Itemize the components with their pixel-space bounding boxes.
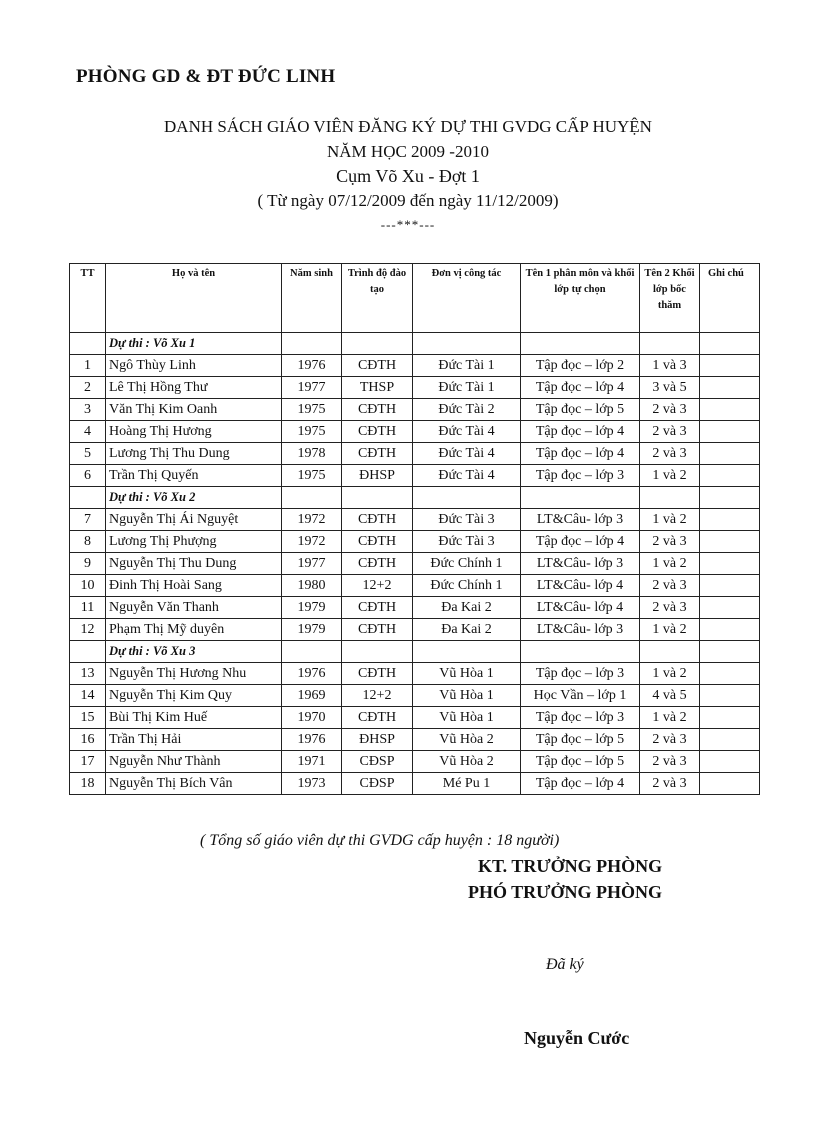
cell-subject: Tập đọc – lớp 2 [521,355,640,377]
cell-empty [700,641,760,663]
cell-unit: Đức Chính 1 [413,553,521,575]
cell-name: Nguyễn Thị Hương Nhu [106,663,282,685]
cell-year: 1975 [282,399,342,421]
cell-subject: LT&Câu- lớp 3 [521,619,640,641]
cell-unit: Đức Chính 1 [413,575,521,597]
cell-subject: LT&Câu- lớp 4 [521,597,640,619]
cell-year: 1973 [282,773,342,795]
cell-empty [282,333,342,355]
cell-name: Lương Thị Phượng [106,531,282,553]
table-row [70,707,760,729]
table-row [70,619,760,641]
table-row [70,443,760,465]
group-row [70,333,760,355]
cell-draw: 2 và 3 [640,421,700,443]
cell-level: THSP [342,377,413,399]
cell-subject: LT&Câu- lớp 3 [521,553,640,575]
cell-note [700,663,760,685]
cell-unit: Đức Tài 4 [413,443,521,465]
cell-empty [640,487,700,509]
cell-unit: Đa Kai 2 [413,619,521,641]
cell-empty [282,641,342,663]
table-row [70,377,760,399]
cell-note [700,553,760,575]
cell-tt: 11 [70,597,106,619]
cell-note [700,531,760,553]
cell-year: 1979 [282,597,342,619]
cell-level: CĐTH [342,509,413,531]
col-header-level: Trình độ đào tạo [342,264,413,333]
cell-empty [700,487,760,509]
cell-subject: Tập đọc – lớp 3 [521,663,640,685]
cell-level: 12+2 [342,685,413,707]
cell-year: 1971 [282,751,342,773]
cell-draw: 1 và 2 [640,509,700,531]
cell-draw: 2 và 3 [640,443,700,465]
cell-tt: 3 [70,399,106,421]
table-row [70,465,760,487]
cell-empty [342,487,413,509]
cell-draw: 1 và 2 [640,707,700,729]
cell-level: CĐTH [342,597,413,619]
cell-draw: 1 và 2 [640,663,700,685]
table-row [70,751,760,773]
group-label: Dự thi : Võ Xu 3 [106,641,282,663]
school-year: NĂM HỌC 2009 -2010 [327,142,489,161]
cell-subject: Tập đọc – lớp 5 [521,729,640,751]
cell-unit: Vũ Hòa 1 [413,685,521,707]
cell-level: CĐSP [342,751,413,773]
cell-draw: 1 và 2 [640,619,700,641]
table-row [70,421,760,443]
cell-empty [413,333,521,355]
signature-subtitle: PHÓ TRƯỞNG PHÒNG [468,882,663,902]
cell-name: Nguyễn Thị Thu Dung [106,553,282,575]
cell-unit: Đức Tài 3 [413,531,521,553]
cell-level: CĐTH [342,399,413,421]
cell-tt: 9 [70,553,106,575]
table-row [70,663,760,685]
cell-year: 1972 [282,509,342,531]
cell-year: 1975 [282,465,342,487]
cell-draw: 1 và 2 [640,553,700,575]
cell-note [700,707,760,729]
cell-name: Hoàng Thị Hương [106,421,282,443]
cell-subject: Tập đọc – lớp 4 [521,773,640,795]
cell-note [700,443,760,465]
cell-tt: 4 [70,421,106,443]
col-header-draw: Tên 2 Khối lớp bốc thăm [640,264,700,333]
cell-subject: LT&Câu- lớp 4 [521,575,640,597]
cell-empty [640,333,700,355]
cell-name: Nguyễn Như Thành [106,751,282,773]
cell-note [700,509,760,531]
cell-empty [282,487,342,509]
cell-name: Đinh Thị Hoài Sang [106,575,282,597]
signed-note: Đã ký [546,956,584,973]
cell-level: ĐHSP [342,729,413,751]
cell-level: CĐTH [342,663,413,685]
cell-empty [342,333,413,355]
cell-year: 1976 [282,355,342,377]
cell-level: CĐTH [342,443,413,465]
cell-unit: Đức Tài 1 [413,355,521,377]
cell-year: 1976 [282,729,342,751]
cell-unit: Vũ Hòa 1 [413,707,521,729]
cell-year: 1977 [282,553,342,575]
cell-level: CĐTH [342,553,413,575]
cell-name: Ngô Thùy Linh [106,355,282,377]
cell-note [700,421,760,443]
cell-note [700,619,760,641]
cell-tt: 7 [70,509,106,531]
cell-note [700,355,760,377]
cell-year: 1979 [282,619,342,641]
signer-name: Nguyễn Cước [524,1028,630,1048]
cell-name: Phạm Thị Mỹ duyên [106,619,282,641]
cell-subject: Tập đọc – lớp 5 [521,751,640,773]
cell-empty [70,487,106,509]
cell-note [700,465,760,487]
cell-year: 1972 [282,531,342,553]
cell-tt: 8 [70,531,106,553]
cell-draw: 1 và 2 [640,465,700,487]
cell-level: CĐTH [342,619,413,641]
table-row [70,685,760,707]
cell-empty [700,333,760,355]
cell-name: Trần Thị Hải [106,729,282,751]
group-row [70,487,760,509]
col-header-year: Năm sinh [282,264,342,333]
cell-year: 1980 [282,575,342,597]
cell-name: Bùi Thị Kim Huế [106,707,282,729]
teacher-table [69,263,760,795]
cell-subject: Tập đọc – lớp 4 [521,443,640,465]
cell-empty [640,641,700,663]
separator: ---***--- [380,217,436,232]
cell-unit: Đa Kai 2 [413,597,521,619]
cell-level: CĐSP [342,773,413,795]
cell-note [700,751,760,773]
table-row [70,729,760,751]
cell-draw: 3 và 5 [640,377,700,399]
cell-tt: 1 [70,355,106,377]
cell-subject: Tập đọc – lớp 5 [521,399,640,421]
table-row [70,531,760,553]
cell-draw: 2 và 3 [640,729,700,751]
cell-year: 1977 [282,377,342,399]
group-row [70,641,760,663]
cell-note [700,377,760,399]
cell-level: 12+2 [342,575,413,597]
cell-level: ĐHSP [342,465,413,487]
cell-year: 1970 [282,707,342,729]
table-header-row [70,264,760,333]
cell-unit: Vũ Hòa 2 [413,729,521,751]
group-label: Dự thi : Võ Xu 2 [106,487,282,509]
cell-name: Lương Thị Thu Dung [106,443,282,465]
cell-subject: Tập đọc – lớp 4 [521,421,640,443]
cell-tt: 15 [70,707,106,729]
col-header-unit: Đơn vị công tác [413,264,521,333]
cell-name: Nguyễn Văn Thanh [106,597,282,619]
cell-empty [70,333,106,355]
cell-note [700,685,760,707]
cell-note [700,575,760,597]
cell-tt: 6 [70,465,106,487]
cell-name: Trần Thị Quyến [106,465,282,487]
cell-unit: Đức Tài 1 [413,377,521,399]
col-header-tt: TT [70,264,106,333]
cell-year: 1976 [282,663,342,685]
cell-subject: Tập đọc – lớp 4 [521,531,640,553]
cell-year: 1975 [282,421,342,443]
cell-year: 1969 [282,685,342,707]
table-row [70,553,760,575]
cell-empty [521,487,640,509]
cell-note [700,773,760,795]
cell-empty [521,333,640,355]
cell-subject: Tập đọc – lớp 3 [521,465,640,487]
cluster-round: Cụm Võ Xu - Đợt 1 [336,166,480,186]
cell-note [700,729,760,751]
cell-empty [70,641,106,663]
document-title: DANH SÁCH GIÁO VIÊN ĐĂNG KÝ DỰ THI GVDG CẤP HUYỆN [164,117,652,136]
cell-tt: 5 [70,443,106,465]
cell-level: CĐTH [342,355,413,377]
cell-empty [413,487,521,509]
cell-tt: 2 [70,377,106,399]
cell-name: Nguyễn Thị Bích Vân [106,773,282,795]
cell-unit: Đức Tài 4 [413,465,521,487]
cell-name: Nguyễn Thị Kim Quy [106,685,282,707]
cell-unit: Mé Pu 1 [413,773,521,795]
cell-level: CĐTH [342,707,413,729]
total-note: ( Tổng số giáo viên dự thi GVDG cấp huyện : 18 người) [200,832,560,849]
cell-draw: 1 và 3 [640,355,700,377]
col-header-subject: Tên 1 phân môn và khối lớp tự chọn [521,264,640,333]
table-row [70,575,760,597]
table-row [70,773,760,795]
cell-unit: Đức Tài 4 [413,421,521,443]
cell-draw: 2 và 3 [640,751,700,773]
cell-subject: LT&Câu- lớp 3 [521,509,640,531]
cell-tt: 18 [70,773,106,795]
cell-tt: 13 [70,663,106,685]
cell-draw: 2 và 3 [640,399,700,421]
table-row [70,509,760,531]
cell-level: CĐTH [342,531,413,553]
group-label: Dự thi : Võ Xu 1 [106,333,282,355]
cell-tt: 17 [70,751,106,773]
cell-empty [413,641,521,663]
cell-tt: 12 [70,619,106,641]
cell-draw: 2 và 3 [640,773,700,795]
table-body [70,333,760,795]
cell-empty [521,641,640,663]
cell-draw: 4 và 5 [640,685,700,707]
organization-name: PHÒNG GD & ĐT ĐỨC LINH [76,66,336,87]
cell-name: Lê Thị Hồng Thư [106,377,282,399]
cell-empty [342,641,413,663]
cell-unit: Đức Tài 3 [413,509,521,531]
cell-name: Nguyễn Thị Ái Nguyệt [106,509,282,531]
cell-note [700,597,760,619]
cell-tt: 14 [70,685,106,707]
cell-unit: Đức Tài 2 [413,399,521,421]
cell-draw: 2 và 3 [640,531,700,553]
cell-unit: Vũ Hòa 1 [413,663,521,685]
col-header-name: Họ và tên [106,264,282,333]
cell-tt: 16 [70,729,106,751]
cell-year: 1978 [282,443,342,465]
cell-draw: 2 và 3 [640,575,700,597]
cell-subject: Tập đọc – lớp 4 [521,377,640,399]
table-row [70,399,760,421]
cell-subject: Tập đọc – lớp 3 [521,707,640,729]
cell-note [700,399,760,421]
cell-tt: 10 [70,575,106,597]
table-row [70,355,760,377]
cell-draw: 2 và 3 [640,597,700,619]
cell-subject: Học Vần – lớp 1 [521,685,640,707]
col-header-note: Ghi chú [700,264,760,333]
signature-title: KT. TRƯỞNG PHÒNG [478,856,663,876]
cell-name: Văn Thị Kim Oanh [106,399,282,421]
cell-unit: Vũ Hòa 2 [413,751,521,773]
cell-level: CĐTH [342,421,413,443]
date-range: ( Từ ngày 07/12/2009 đến ngày 11/12/2009) [257,191,559,210]
table-row [70,597,760,619]
